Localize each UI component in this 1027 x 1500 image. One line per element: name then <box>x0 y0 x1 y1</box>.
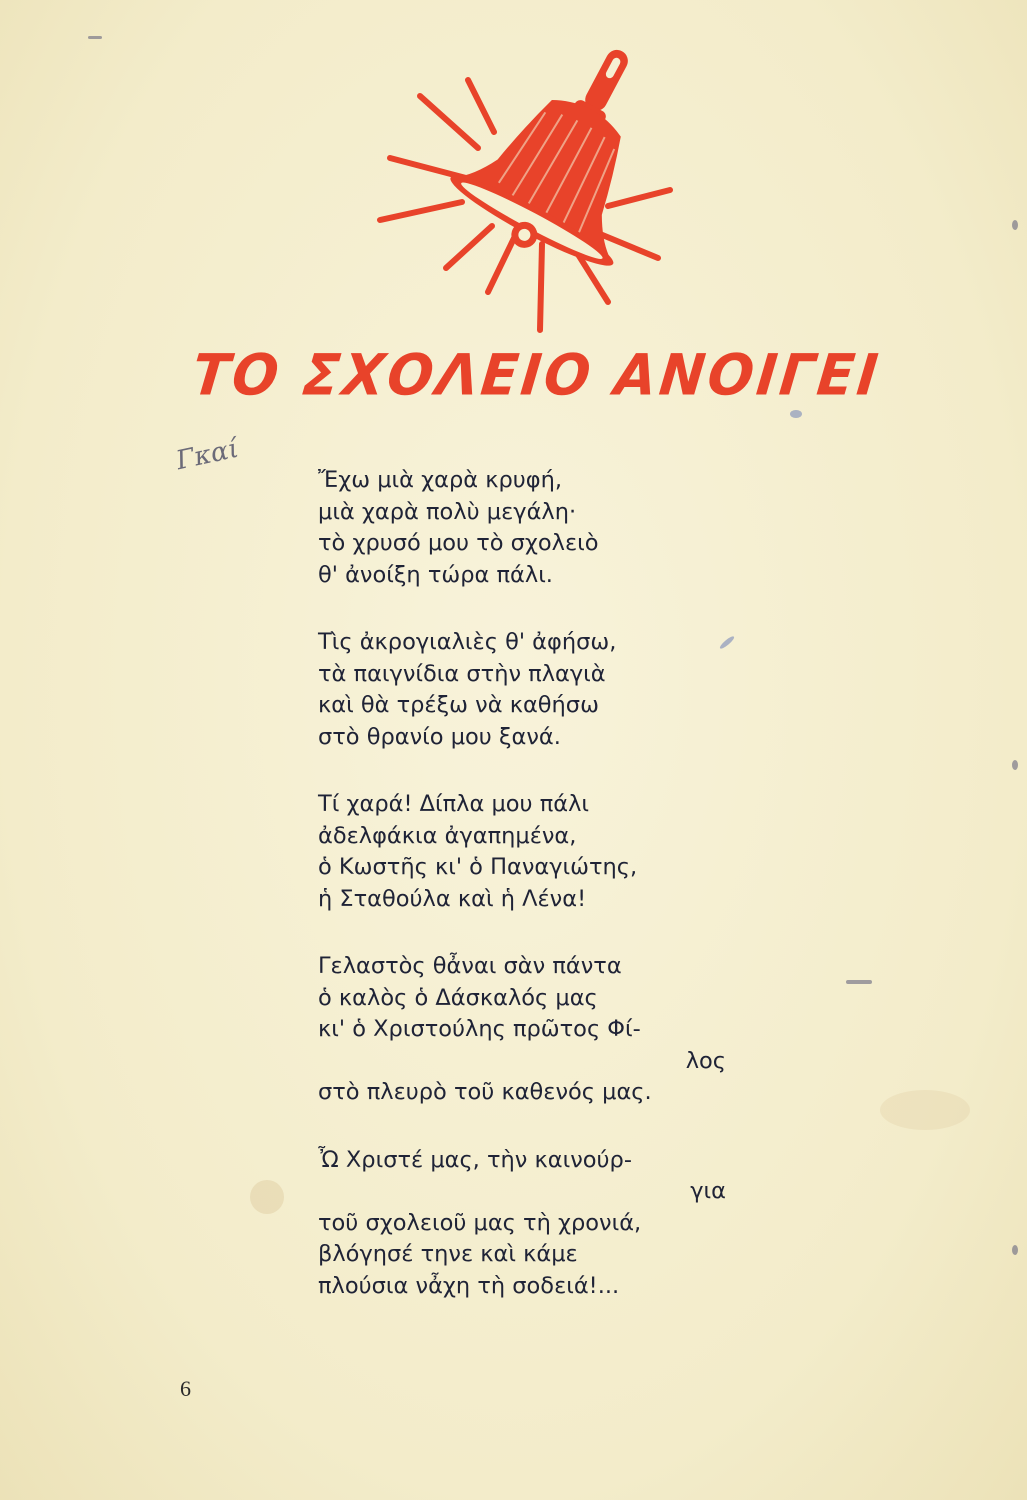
poem-line: βλόγησέ τηνε καὶ κάμε <box>318 1241 578 1267</box>
ink-speck <box>1012 760 1018 770</box>
paper-stain <box>250 1180 284 1214</box>
poem-line: τοῦ σχολειοῦ μας τὴ χρονιά, <box>318 1209 642 1236</box>
ink-speck <box>846 980 872 984</box>
ink-speck <box>1012 220 1018 230</box>
stanza <box>318 627 738 753</box>
poem-line: τὸ χρυσό μου τὸ σχολειὸ <box>318 530 599 556</box>
poem-line: στὸ θρανίο μου ξανά. <box>318 723 561 750</box>
poem-line: Γελαστὸς θἆναι σὰν πάντα <box>318 953 622 979</box>
poem-line: στὸ πλευρὸ τοῦ καθενός μας. <box>318 1079 652 1105</box>
bell-icon <box>370 30 690 340</box>
poem-line: Τὶς ἀκρογιαλιὲς θ' ἀφήσω, <box>318 629 617 655</box>
poem <box>318 465 738 1338</box>
handwritten-annotation: Γκαί <box>173 433 242 477</box>
poem-line: τὰ παιγνίδια στὴν πλαγιὰ <box>318 660 606 687</box>
ink-speck <box>1012 1245 1018 1255</box>
poem-line: Ὦ Χριστέ μας, τὴν καινούρ- <box>318 1146 632 1173</box>
poem-line: ὁ καλὸς ὁ Δάσκαλός μας <box>318 984 598 1011</box>
ink-speck <box>790 410 802 418</box>
poem-line-continuation: λος <box>685 1047 726 1074</box>
poem-line: πλούσια νἆχη τὴ σοδειά!... <box>318 1272 620 1299</box>
poem-line: θ' ἀνοίξη τώρα πάλι. <box>318 561 553 588</box>
page-number: 6 <box>180 1376 191 1401</box>
poem-line-continuation: για <box>690 1178 726 1204</box>
stanza <box>318 951 738 1109</box>
poem-line: μιὰ χαρὰ πολὺ μεγάλη· <box>318 498 577 525</box>
poem-line: ἡ Σταθούλα καὶ ἡ Λένα! <box>318 885 587 912</box>
stanza <box>318 465 738 591</box>
poem-line: ὁ Κωστῆς κι' ὁ Παναγιώτης, <box>318 854 638 880</box>
poem-line: Τί χαρά! Δίπλα μου πάλι <box>318 791 590 817</box>
poem-line: καὶ θὰ τρέξω νὰ καθήσω <box>318 692 599 718</box>
poem-line: κι' ὁ Χριστούλης πρῶτος Φί- <box>318 1016 641 1042</box>
paper-stain <box>880 1090 970 1130</box>
stanza <box>318 1145 738 1303</box>
bell-illustration <box>370 30 690 340</box>
stanza <box>318 789 738 915</box>
poem-line: Ἔχω μιὰ χαρὰ κρυφή, <box>318 467 563 493</box>
ink-speck <box>88 36 102 39</box>
poem-line: ἀδελφάκια ἀγαπημένα, <box>318 822 577 849</box>
page-title: ΤΟ ΣΧΟΛΕΙΟ ΑΝΟΙΓΕΙ <box>189 342 884 409</box>
